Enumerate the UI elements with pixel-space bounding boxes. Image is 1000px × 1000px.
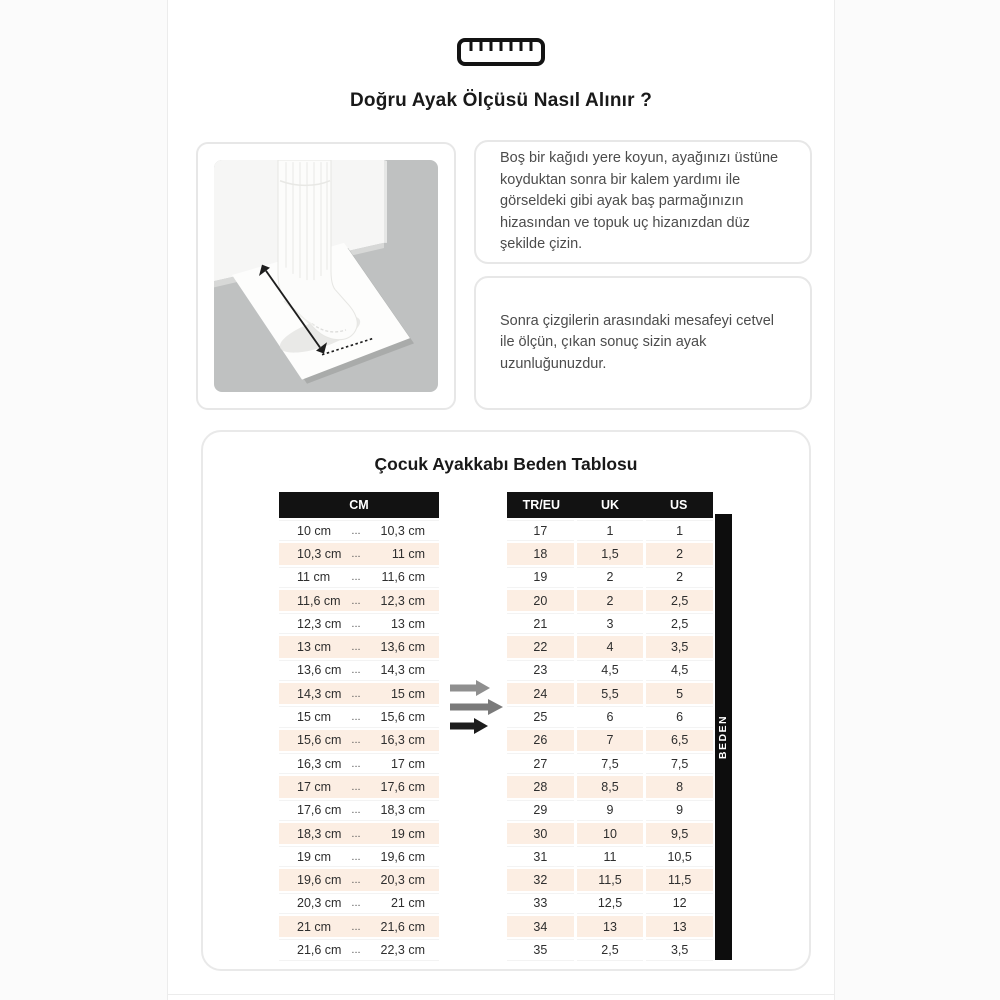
cm-table-row [279,636,439,657]
tr-eu-value: 18 [507,543,574,564]
cm-from: 15 cm [297,710,332,725]
range-dots: ... [351,804,361,817]
size-table-row [507,730,713,751]
cm-table-row [279,800,439,821]
range-dots: ... [351,617,361,630]
cm-to: 20,3 cm [380,873,425,888]
cm-to: 11 cm [391,546,425,561]
uk-value: 11,5 [577,869,644,890]
us-value: 11,5 [646,869,713,890]
us-value: 2 [646,567,713,588]
cm-table-row [279,590,439,611]
tr-eu-value: 19 [507,567,574,588]
us-value: 3,5 [646,636,713,657]
cm-table-header: CM [279,492,439,518]
cm-from: 15,6 cm [297,733,342,748]
cm-to: 12,3 cm [380,593,425,608]
cm-from: 18,3 cm [297,826,342,841]
cm-table-row [279,916,439,937]
uk-value: 4,5 [577,660,644,681]
size-table-header [507,492,713,518]
us-value: 12 [646,893,713,914]
uk-value: 4 [577,636,644,657]
range-dots: ... [351,943,361,956]
range-dots: ... [351,711,361,724]
cm-from: 17 cm [297,779,332,794]
cm-to: 10,3 cm [380,523,425,538]
tr-eu-value: 20 [507,590,574,611]
cm-from: 17,6 cm [297,803,342,818]
instruction-text-1: Boş bir kağıdı yere koyun, ayağınızı üstüne koyduktan sonra bir kalem yardımı ile görseldeki gibi ayak baş parmağınızın hizasından ve topuk uç hizanızdan düz şekilde çizin. [500,150,779,253]
tr-eu-value: 25 [507,706,574,727]
uk-value: 6 [577,706,644,727]
cm-from: 13 cm [297,640,332,655]
tr-eu-value: 17 [507,520,574,541]
page-title: Doğru Ayak Ölçüsü Nasıl Alınır ? [349,90,652,111]
uk-value: 2,5 [577,939,644,960]
header-tr-eu: TR/EU [522,498,561,512]
cm-from: 21 cm [297,919,332,934]
tr-eu-value: 21 [507,613,574,634]
range-dots: ... [351,524,361,537]
size-table-row [507,753,713,774]
size-table-row [507,823,713,844]
size-table-row [507,543,713,564]
cm-table-row [279,846,439,867]
cm-to: 21 cm [390,896,425,911]
uk-value: 9 [577,800,644,821]
cm-to: 11,6 cm [381,570,425,585]
cm-table-row [279,776,439,797]
cm-to: 13,6 cm [380,640,425,655]
cm-to: 22,3 cm [380,942,425,957]
cm-table-row [279,869,439,890]
us-value: 2,5 [646,590,713,611]
us-value: 3,5 [646,939,713,960]
size-table-row [507,846,713,867]
cm-to: 17 cm [390,756,425,771]
size-table-row [507,916,713,937]
size-table-row [507,776,713,797]
cm-table-row [279,823,439,844]
instruction-card-2 [474,276,812,410]
cm-table-row [279,893,439,914]
us-value: 7,5 [646,753,713,774]
cm-from: 10 cm [297,523,332,538]
range-dots: ... [351,920,361,933]
cm-from: 16,3 cm [297,756,342,771]
tr-eu-value: 24 [507,683,574,704]
us-value: 4,5 [646,660,713,681]
foot-photo-card [196,142,456,410]
range-dots: ... [351,571,361,584]
us-value: 10,5 [646,846,713,867]
cm-to: 18,3 cm [380,803,425,818]
uk-value: 11 [577,846,644,867]
size-table-row [507,893,713,914]
size-table-row [507,683,713,704]
range-dots: ... [351,547,361,560]
uk-value: 1,5 [577,543,644,564]
size-table-row [507,939,713,960]
uk-value: 8,5 [577,776,644,797]
cm-table-row [279,543,439,564]
tr-eu-value: 27 [507,753,574,774]
uk-value: 7,5 [577,753,644,774]
tr-eu-value: 30 [507,823,574,844]
us-value: 13 [646,916,713,937]
us-value: 2,5 [646,613,713,634]
size-conversion-table [507,492,713,961]
cm-from: 20,3 cm [297,896,342,911]
cm-table-row [279,753,439,774]
cm-from: 14,3 cm [297,686,342,701]
ruler-icon [168,38,834,66]
cm-table-body [279,520,439,961]
uk-value: 2 [577,590,644,611]
tr-eu-value: 35 [507,939,574,960]
size-table-row [507,660,713,681]
uk-value: 12,5 [577,893,644,914]
size-table-row [507,800,713,821]
cm-table-row [279,939,439,960]
tr-eu-value: 31 [507,846,574,867]
cm-table-row [279,613,439,634]
size-table-body [507,520,713,961]
cm-to: 16,3 cm [380,733,425,748]
cm-from: 12,3 cm [297,616,342,631]
bottom-divider [168,994,834,995]
range-dots: ... [351,827,361,840]
size-table-row [507,613,713,634]
cm-to: 15,6 cm [380,710,425,725]
cm-table-row [279,660,439,681]
cm-to: 19 cm [390,826,425,841]
beden-bar [715,514,732,960]
us-value: 9 [646,800,713,821]
size-table-row [507,869,713,890]
cm-from: 13,6 cm [297,663,342,678]
range-dots: ... [351,874,361,887]
cm-to: 14,3 cm [380,663,425,678]
tr-eu-value: 34 [507,916,574,937]
uk-value: 3 [577,613,644,634]
cm-from: 11 cm [297,570,331,585]
uk-value: 5,5 [577,683,644,704]
us-value: 2 [646,543,713,564]
foot-measure-photo [214,160,438,392]
cm-from: 21,6 cm [297,942,342,957]
range-dots: ... [351,664,361,677]
tr-eu-value: 29 [507,800,574,821]
tr-eu-value: 32 [507,869,574,890]
size-table-row [507,706,713,727]
tr-eu-value: 28 [507,776,574,797]
uk-value: 7 [577,730,644,751]
uk-value: 10 [577,823,644,844]
us-value: 6 [646,706,713,727]
cm-to: 21,6 cm [380,919,425,934]
uk-value: 13 [577,916,644,937]
instruction-text-2: Sonra çizgilerin arasındaki mesafeyi cetvel ile ölçün, çıkan sonuç sizin ayak uzunluğunuzdur. [500,312,775,372]
tr-eu-value: 33 [507,893,574,914]
tr-eu-value: 23 [507,660,574,681]
beden-label: BEDEN [717,714,730,760]
cm-from: 19,6 cm [297,873,342,888]
us-value: 9,5 [646,823,713,844]
size-table-title: Çocuk Ayakkabı Beden Tablosu [374,454,638,474]
instruction-card-1 [474,140,812,264]
tr-eu-value: 22 [507,636,574,657]
cm-from: 10,3 cm [297,546,342,561]
cm-table-row [279,567,439,588]
cm-from: 11,6 cm [297,593,341,608]
range-dots: ... [351,897,361,910]
range-dots: ... [351,780,361,793]
size-table-row [507,520,713,541]
range-dots: ... [351,687,361,700]
us-value: 6,5 [646,730,713,751]
size-table-row [507,590,713,611]
uk-value: 1 [577,520,644,541]
header-uk: UK [600,498,620,512]
uk-value: 2 [577,567,644,588]
range-dots: ... [351,757,361,770]
arrows-icon [449,678,505,736]
us-value: 1 [646,520,713,541]
cm-table-row [279,520,439,541]
us-value: 8 [646,776,713,797]
cm-to: 17,6 cm [380,779,425,794]
content-column [167,0,835,1000]
size-table-row [507,636,713,657]
tr-eu-value: 26 [507,730,574,751]
range-dots: ... [351,734,361,747]
cm-table-row [279,706,439,727]
cm-table-row [279,683,439,704]
us-value: 5 [646,683,713,704]
range-dots: ... [351,850,361,863]
cm-table [279,492,439,961]
range-dots: ... [351,594,361,607]
size-table-card [201,430,811,971]
size-table-row [507,567,713,588]
header-us: US [669,498,688,512]
range-dots: ... [351,641,361,654]
cm-to: 15 cm [390,686,425,701]
cm-from: 19 cm [297,849,332,864]
cm-to: 13 cm [390,616,425,631]
cm-to: 19,6 cm [380,849,425,864]
cm-table-row [279,730,439,751]
